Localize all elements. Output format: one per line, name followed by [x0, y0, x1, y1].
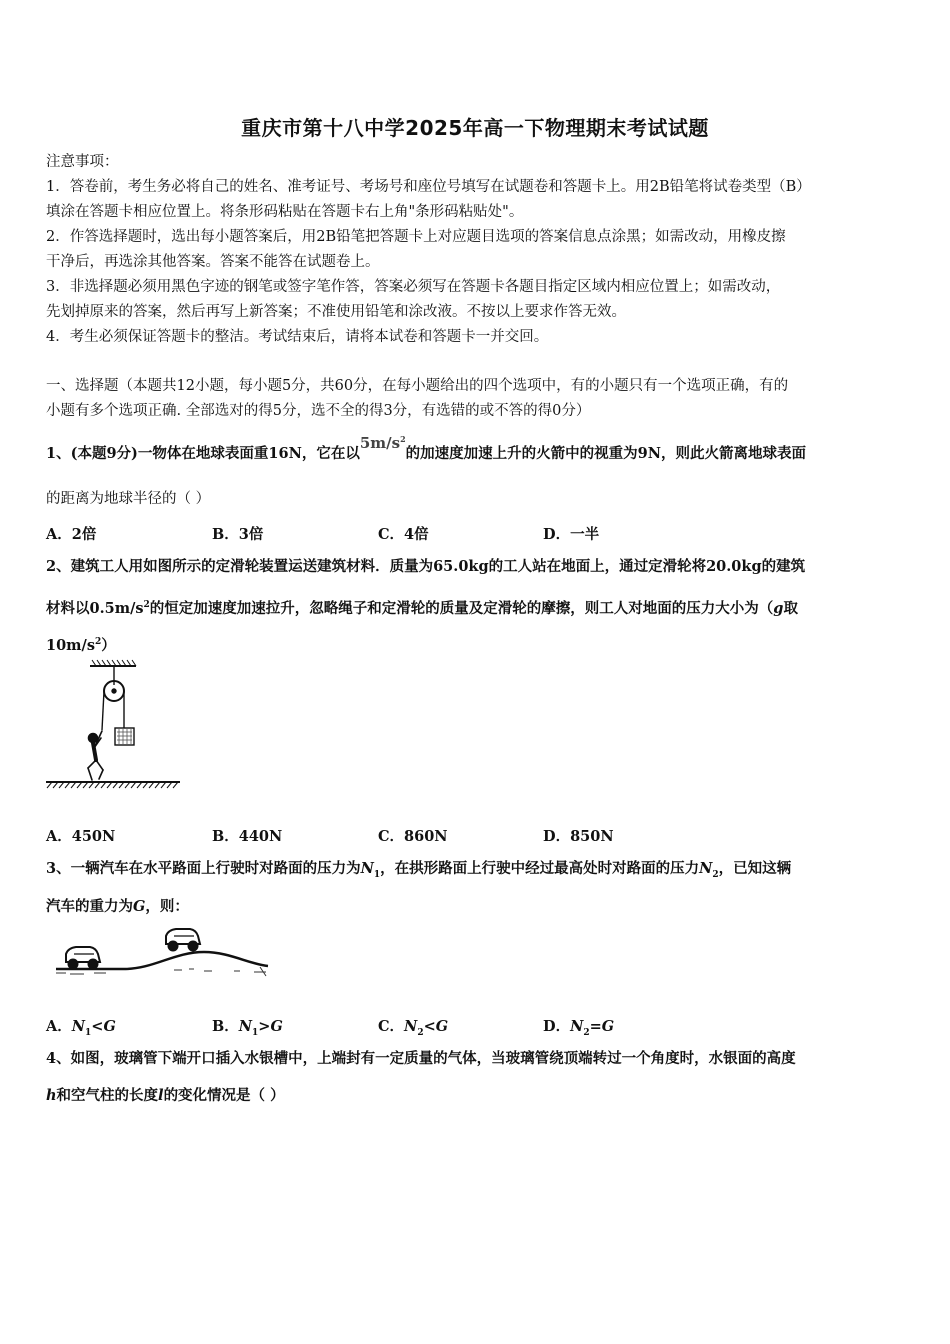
q3-d-rel: = — [589, 1018, 602, 1035]
notice-heading: 注意事项： — [46, 154, 119, 170]
q3-b-g: G — [270, 1018, 283, 1035]
question-2-line2 — [46, 595, 906, 619]
q3-text-c: ，已知这辆 — [718, 860, 792, 877]
q2-option-b[interactable]: B．440N — [212, 828, 283, 845]
q2-g-value: 10m/s — [46, 636, 95, 654]
q3-b-sub: 1 — [252, 1027, 259, 1038]
q3-c-sub: 2 — [417, 1027, 424, 1038]
q1-before: 1、(本题9分)一物体在地球表面重16N，它在以 — [46, 445, 360, 462]
question-1-line2: 的距离为地球半径的（ ） — [46, 491, 211, 507]
q1-option-d[interactable]: D．一半 — [543, 526, 600, 543]
q3-text-a: 3、一辆汽车在水平路面上行驶时对路面的压力为 — [46, 860, 361, 877]
q3-text-d: 汽车的重力为 — [46, 898, 133, 915]
q2-g-symbol: g — [773, 599, 784, 617]
q1-option-a[interactable]: A．2倍 — [46, 526, 97, 543]
q3-a-g: G — [103, 1018, 116, 1035]
notice-item: 3．非选择题必须用黑色字迹的钢笔或签字笔作答，答案必须写在答题卡各题目指定区域内相应位置上；如需改动， — [46, 279, 781, 295]
section-instructions: 一、选择题（本题共12小题，每小题5分，共60分，在每小题给出的四个选项中，有的小题只有一个选项正确，有的 — [46, 378, 789, 394]
q3-option-c[interactable] — [378, 1015, 448, 1038]
q4-h-symbol: h — [46, 1087, 57, 1104]
q3-n1-symbol: N — [360, 860, 374, 877]
q2-option-a[interactable]: A．450N — [46, 828, 116, 845]
notice-item: 干净后，再选涂其他答案。答案不能答在试题卷上。 — [46, 254, 380, 270]
car-arch-icon — [166, 929, 200, 951]
q3-a-prefix: A． — [46, 1018, 72, 1035]
q2-option-d[interactable]: D．850N — [543, 828, 614, 845]
q3-option-d[interactable] — [543, 1015, 614, 1038]
q3-b-rel: > — [258, 1018, 271, 1035]
notice-item: 1．答卷前，考生务必将自己的姓名、准考证号、考场号和座位号填写在试题卷和答题卡上。用2B铅笔将试卷类型（B） — [46, 179, 811, 195]
q4-l-symbol: l — [158, 1087, 164, 1104]
notice-item: 4．考生必须保证答题卡的整洁。考试结束后，请将本试卷和答题卡一并交回。 — [46, 329, 549, 345]
car-flat-icon — [66, 947, 100, 969]
q3-text-e: ，则： — [145, 898, 189, 915]
q1-accel-value: 5m/s — [359, 434, 401, 452]
q3-a-sub: 1 — [85, 1027, 92, 1038]
q3-b-prefix: B． — [212, 1018, 239, 1035]
q3-d-g: G — [601, 1018, 615, 1035]
notice-item: 先划掉原来的答案，然后再写上新答案；不准使用铅笔和涂改液。不按以上要求作答无效。 — [46, 304, 626, 320]
q3-a-n: N — [71, 1018, 86, 1035]
q1-after: 的加速度加速上升的火箭中的视重为9N，则此火箭离地球表面 — [405, 445, 806, 462]
q3-c-g: G — [435, 1018, 449, 1035]
notice-item: 2．作答选择题时，选出每小题答案后，用2B铅笔把答题卡上对应题目选项的答案信息点涂黑；如需改动，用橡皮擦 — [46, 229, 786, 245]
q4-text-a: 和空气柱的长度 — [56, 1087, 159, 1104]
q1-acceleration — [360, 434, 406, 452]
q2-text-c: 取 — [783, 599, 798, 617]
q2-g-sup: 2 — [94, 637, 102, 647]
q3-option-b[interactable] — [212, 1015, 283, 1038]
q2-close-paren: ） — [101, 636, 116, 654]
q1-option-c[interactable]: C．4倍 — [378, 526, 429, 543]
q2-text-a: 材料以0.5m/s — [46, 599, 144, 617]
question-4-line2 — [46, 1086, 906, 1106]
section-instructions: 小题有多个选项正确. 全部选对的得5分，选不全的得3分，有选错的或不答的得0分） — [46, 403, 591, 419]
q3-d-prefix: D． — [543, 1018, 571, 1035]
page-title: 重庆市第十八中学2025年高一下物理期末考试试题 — [241, 116, 709, 140]
question-2-line3 — [46, 632, 906, 656]
notice-item: 填涂在答题卡相应位置上。将条形码粘贴在答题卡右上角"条形码粘贴处"。 — [46, 204, 524, 220]
q3-c-prefix: C． — [378, 1018, 405, 1035]
q2-option-c[interactable]: C．860N — [378, 828, 448, 845]
question-3-line2 — [46, 897, 906, 917]
arched-road-figure — [54, 924, 274, 984]
q1-option-b[interactable]: B．3倍 — [212, 526, 264, 543]
q3-d-n: N — [570, 1018, 584, 1035]
question-4-line1: 4、如图，玻璃管下端开口插入水银槽中，上端封有一定质量的气体，当玻璃管绕顶端转过一个角度时，水银面的高度 — [46, 1050, 796, 1067]
q3-a-rel: < — [91, 1018, 104, 1035]
q3-g-symbol: G — [133, 898, 146, 915]
q3-n2-symbol: N — [699, 860, 713, 877]
q4-text-b: 的变化情况是（ ） — [163, 1087, 285, 1104]
q2-sup: 2 — [143, 600, 150, 610]
q2-text-b: 的恒定加速度加速拉升，忽略绳子和定滑轮的质量及定滑轮的摩擦，则工人对地面的压力大小为（ — [149, 599, 774, 617]
q3-d-sub: 2 — [583, 1027, 590, 1038]
pulley-figure — [44, 658, 184, 793]
q1-accel-sup: 2 — [400, 434, 406, 444]
q3-option-a[interactable] — [46, 1015, 116, 1038]
question-3-line1 — [46, 859, 906, 885]
q3-n1-sub: 1 — [373, 869, 381, 880]
q3-n2-sub: 2 — [712, 869, 719, 880]
question-2-line1: 2、建筑工人用如图所示的定滑轮装置运送建筑材料．质量为65.0kg的工人站在地面上，通过定滑轮将20.0kg的建筑 — [46, 558, 806, 575]
q3-c-rel: < — [423, 1018, 436, 1035]
q3-text-b: ，在拱形路面上行驶中经过最高处时对路面的压力 — [380, 860, 700, 877]
q3-c-n: N — [404, 1018, 418, 1035]
question-1-text — [46, 434, 906, 464]
q3-b-n: N — [238, 1018, 253, 1035]
